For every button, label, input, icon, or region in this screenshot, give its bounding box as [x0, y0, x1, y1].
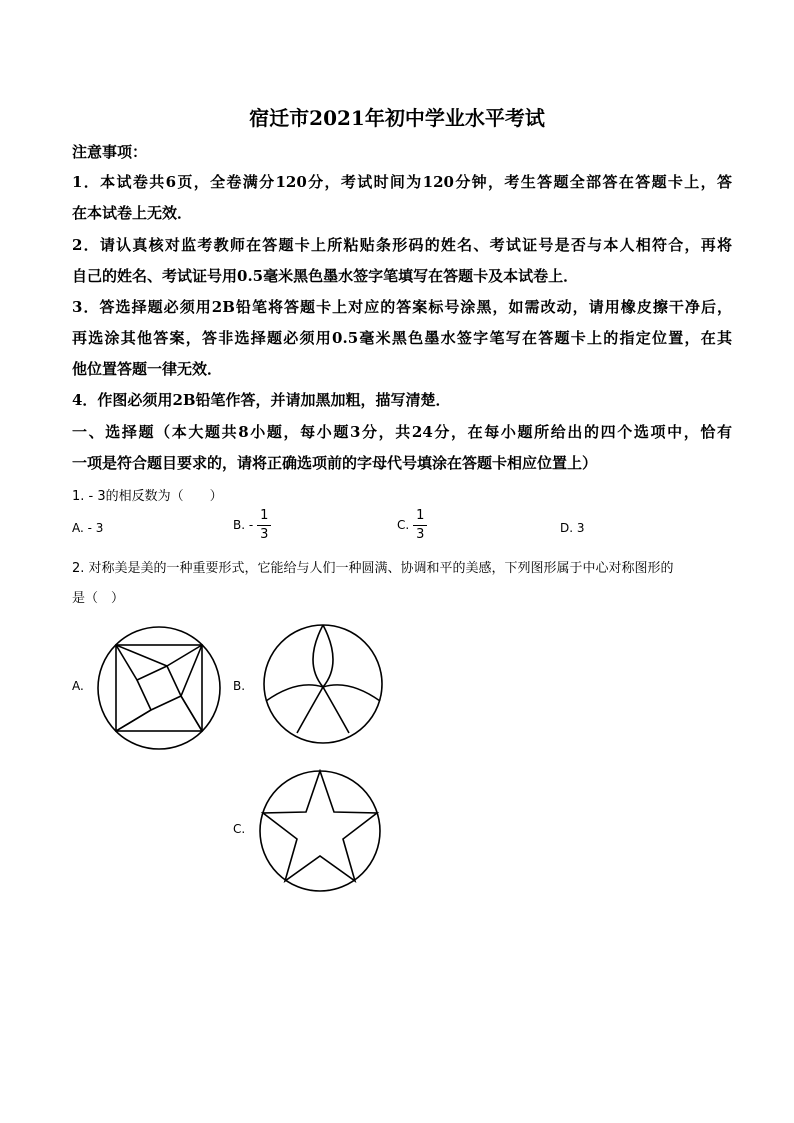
notice-1-line-1: 1．本试卷共6页，全卷满分120分，考试时间为120分钟，考生答题全部答在答题卡上，答: [72, 173, 732, 191]
fraction-denominator: 3: [416, 527, 425, 542]
notice-2-line-2: 自己的姓名、考试证号用0.5毫米黑色墨水签字笔填写在答题卡及本试卷上．: [72, 267, 579, 285]
q2-option-a-label: A.: [72, 679, 84, 693]
page-title: 宿迁市2021年初中学业水平考试: [249, 106, 545, 130]
q1-option-d: D. 3: [560, 521, 585, 535]
q1-option-c: [397, 508, 427, 543]
notice-2-line-1: 2．请认真核对监考教师在答题卡上所粘贴条形码的姓名、考试证号是否与本人相符合，再将: [72, 236, 732, 254]
figure-a-circle-square-pinwheel: [96, 625, 222, 751]
figure-b-circle-three-arcs: [262, 623, 384, 745]
notice-3-line-2: 再选涂其他答案，答非选择题必须用0.5毫米黑色墨水签字笔写在答题卡上的指定位置，在其: [72, 329, 732, 347]
notice-heading: 注意事项：: [72, 143, 148, 161]
question-2-stem-line-1: 2. 对称美是美的一种重要形式，它能给与人们一种圆满、协调和平的美感，下列图形属于中心对称图形的: [72, 561, 674, 576]
q1-option-b-fraction: [257, 508, 271, 543]
fraction-denominator: 3: [260, 527, 269, 542]
fraction-numerator: 1: [260, 508, 269, 523]
figure-c-circle-star: [258, 769, 382, 893]
question-2-stem-line-2: 是（ ）: [72, 591, 125, 606]
notice-4-line-1: 4．作图必须用2B铅笔作答，并请加黑加粗，描写清楚．: [72, 391, 451, 409]
notice-1-line-2: 在本试卷上无效．: [72, 204, 193, 222]
notice-3-line-3: 他位置答题一律无效．: [72, 360, 223, 378]
q2-option-c-label: C.: [233, 822, 246, 836]
section-1-line-1: 一、选择题（本大题共8小题，每小题3分，共24分，在每小题所给出的四个选项中，恰有: [72, 423, 732, 441]
fraction-numerator: 1: [416, 508, 425, 523]
q1-option-c-fraction: [413, 508, 427, 543]
q1-option-a: A. - 3: [72, 521, 104, 535]
section-1-line-2: 一项是符合题目要求的，请将正确选项前的字母代号填涂在答题卡相应位置上）: [72, 454, 598, 472]
fraction-bar: [257, 525, 271, 526]
q1-option-b-prefix: B. -: [233, 518, 254, 532]
notice-3-line-1: 3．答选择题必须用2B铅笔将答题卡上对应的答案标号涂黑，如需改动，请用橡皮擦干净后，: [72, 298, 732, 316]
q1-option-b: [233, 508, 271, 543]
fraction-bar: [413, 525, 427, 526]
question-1-stem: 1. - 3的相反数为（ ）: [72, 489, 223, 504]
q2-option-b-label: B.: [233, 679, 246, 693]
q1-option-c-prefix: C.: [397, 518, 410, 532]
